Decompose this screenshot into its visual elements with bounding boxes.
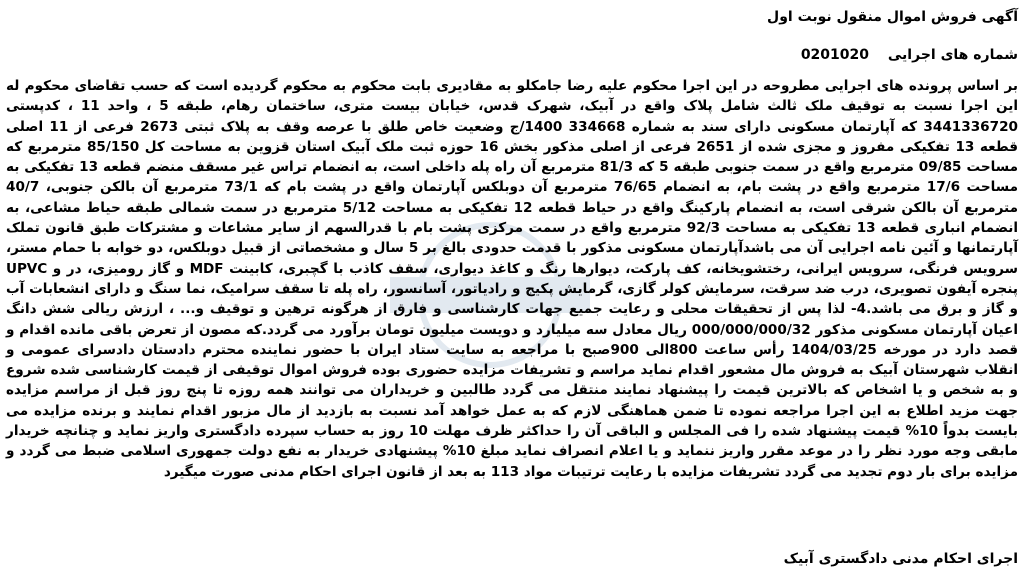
case-number-line bbox=[801, 44, 1018, 66]
case-number-value: 0201020 bbox=[800, 47, 870, 63]
case-number-label: شماره های اجرایی bbox=[887, 47, 1018, 63]
notice-signature: اجرای احکام مدنی دادگستری آبیک bbox=[783, 551, 1018, 567]
notice-body: بر اساس پرونده های اجرایی مطروحه در این اجرا محکوم علیه رضا جامکلو به مقادیری بابت محکوم به محکوم گردیده است که حسب تقاضای محکوم له این اجرا نسبت به توقیف ملک ثالث شامل پلاک واقع در آبیک، شهرک قدس، خیابان بیست متری، ساختمان رهام، طبقه 5 ، واحد 11 ، کدپستی 3441336720 که آپارتمان مسکونی دارای سند به شماره 334668 1400/ج وضعیت خاص طلق با عرصه وقف به پلاک ثبتی 2673 فرعی از 11 اصلی قطعه 13 تفکیکی مفروز و مجزی شده از 2651 فرعی از اصلی مذکور بخش 16 حوزه ثبت ملک آبیک استان قزوین به مساحت کل 85/150 مترمربع که مساحت 09/85 مترمربع واقع در سمت جنوبی طبقه 5 که 81/3 مترمربع آن راه پله داخلی است، به انضمام تراس غیر مسقف منضم قطعه 13 تفکیکی به مساحت 17/6 مترمربع واقع در پشت بام، به انضمام 76/65 مترمربع آن دوبلکس آپارتمان واقع در پشت بام که 73/1 مترمربع آن بالکن جنوبی، 40/7 مترمربع آن بالکن شرقی است، به انضمام پارکینگ واقع در حیاط قطعه 12 تفکیکی به مساحت 5/12 مترمربع در سمت شمالی طبقه حیاط مشاعی، به انضمام انباری قطعه 13 تفکیکی به مساحت 92/3 مترمربع واقع در سمت مرکزی پشت بام با قدرالسهم از سایر مشاعات و مشترکات طبق قانون تملک آپارتمانها و آئین نامه اجرایی آن می باشدآپارتمان مسکونی مذکور با قدمت حدودی بالغ بر 5 سال و مشخصاتی از قبیل دوبلکس، دو خوابه با حمام مستر، سرویس فرنگی، سرویس ایرانی، رختشویخانه، کف پارکت، دیوارها رنگ و کاغذ دیواری، سقف کاذب با گچبری، کابینت MDF و گاز رومیزی، در و UPVC پنجره آیفون تصویری، درب ضد سرقت، سرمایش کولر گازی، گرمایش پکیج و رادیاتور، آسانسور، راه پله تا سقف سرامیک، نما سنگ و دارای انشعابات آب و گاز و برق می باشد.4- لذا پس از تحقیقات محلی و رعایت جمیع جهات کارشناسی و فارق از هرگونه ترهین و توقیف و... ، ارزش ریالی شش دانگ اعیان آپارتمان مسکونی مذکور 000/000/000/32 ریال معادل سه میلیارد و دویست میلیون تومان برآورد می گردد.که مصون از تعرض باقی مانده اقدام و قصد دارد در مورخه 1404/03/25 رأس ساعت 800الی 900صبح با مراجعه به سایت ستاد ایران با حضور نماینده محترم دادستان دادسرای عمومی و انقلاب شهرستان آبیک به فروش مال مشعور اقدام نماید مراسم و تشریفات مزایده حضوری بوده فروش اموال توقیفی از قیمت کارشناسی شده شروع و به شخص و یا اشخاص که بالاترین قیمت را پیشنهاد نمایند منتقل می گردد طالبین و خریداران می توانند همه روزه تا پنج روز قبل از مراسم مزایده جهت مزید اطلاع به این اجرا مراجعه نموده تا ضمن هماهنگی لازم که به عمل خواهد آمد نسبت به بازدید از مال مزبور اقدام نمایند و برنده مزایده می بایست بدواً 10% قیمت پیشنهاد شده را فی المجلس و الباقی آن را حداکثر ظرف مهلت 10 روز به حساب سپرده دادگستری واریز نماید و چنانچه خریدار مابقی وجه مورد نظر را در موعد مقرر واریز ننماید و یا اعلام انصراف نماید مبلغ 10% پیشنهادی خریدار به نفع دولت جمهوری اسلامی ضبط می گردد و مزایده برای بار دوم تجدید می گردد تشریفات مزایده با رعایت ترتیبات مواد 113 به بعد از قانون اجرای احکام مدنی صورت میگیرد bbox=[6, 78, 1019, 480]
notice-title: آگهی فروش اموال منقول نوبت اول bbox=[767, 9, 1018, 25]
